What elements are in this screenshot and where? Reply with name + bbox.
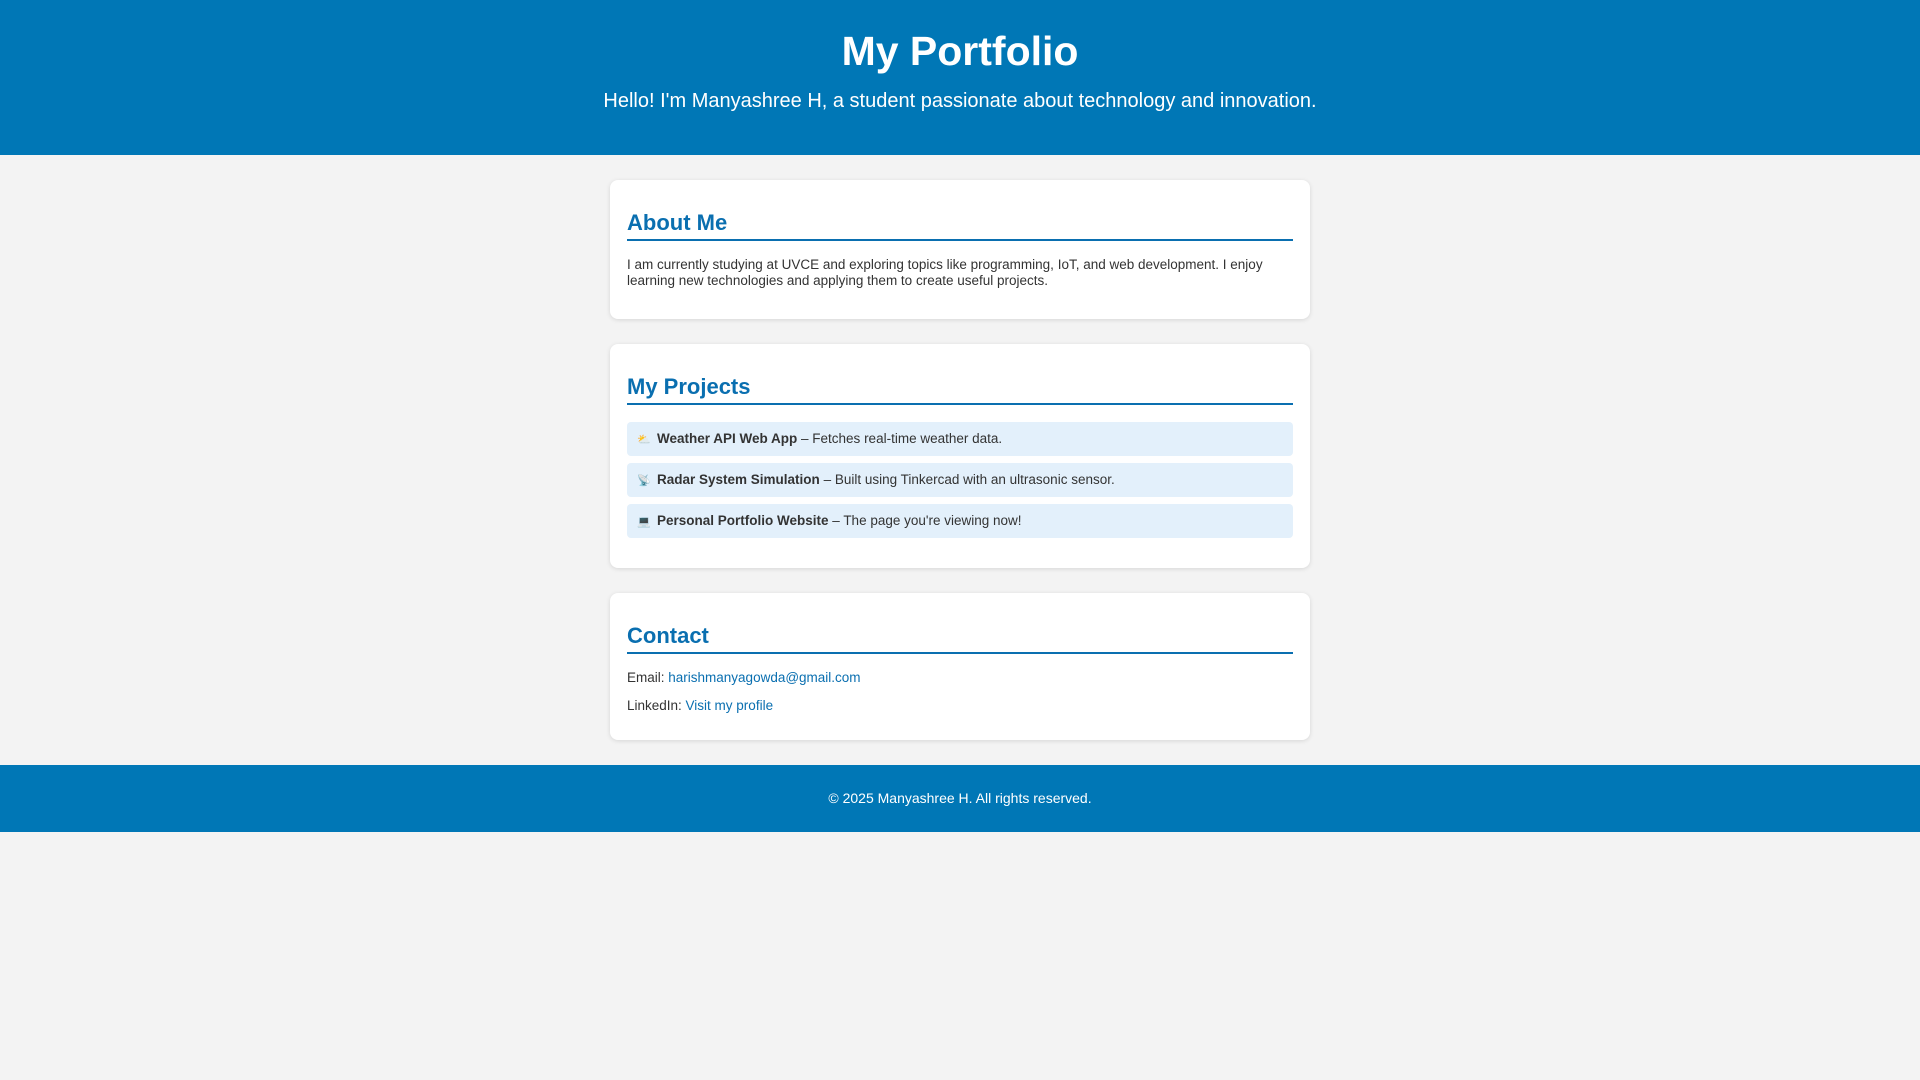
project-item-radar: [627, 463, 1293, 497]
project-title: Weather API Web App: [657, 431, 798, 446]
project-description: – Built using Tinkercad with an ultrasonic sensor.: [819, 472, 1115, 487]
contact-email-line: [627, 670, 1293, 686]
project-title: Radar System Simulation: [657, 472, 820, 487]
contact-linkedin-line: [627, 698, 1293, 714]
project-title: Personal Portfolio Website: [657, 513, 829, 528]
email-link[interactable]: harishmanyagowda@gmail.com: [668, 670, 861, 685]
weather-icon: ⛅: [637, 434, 651, 446]
about-section: [610, 180, 1310, 319]
projects-section: [610, 344, 1310, 568]
contact-heading: Contact: [627, 623, 1293, 654]
site-header: [0, 0, 1920, 155]
linkedin-link[interactable]: Visit my profile: [685, 698, 774, 713]
contact-section: [610, 593, 1310, 740]
about-heading: About Me: [627, 210, 1293, 241]
project-item-weather: [627, 422, 1293, 456]
project-description: – Fetches real-time weather data.: [797, 431, 1003, 446]
projects-heading: My Projects: [627, 374, 1293, 405]
email-label: Email:: [627, 670, 669, 685]
page-title: My Portfolio: [841, 28, 1079, 74]
main-content: [610, 180, 1310, 740]
linkedin-label: LinkedIn:: [627, 698, 686, 713]
header-tagline: Hello! I'm Manyashree H, a student passionate about technology and innovation.: [603, 90, 1317, 112]
about-text: I am currently studying at UVCE and exploring topics like programming, IoT, and web development. I enjoy learning new technologies and applying them to create useful projects.: [627, 257, 1263, 288]
satellite-dish-icon: 📡: [637, 475, 651, 487]
footer-copyright: © 2025 Manyashree H. All rights reserved.: [828, 790, 1092, 806]
laptop-icon: 💻: [637, 516, 651, 528]
site-footer: [0, 765, 1920, 832]
project-item-portfolio: [627, 504, 1293, 538]
projects-list: [627, 422, 1293, 538]
project-description: – The page you're viewing now!: [828, 513, 1022, 528]
